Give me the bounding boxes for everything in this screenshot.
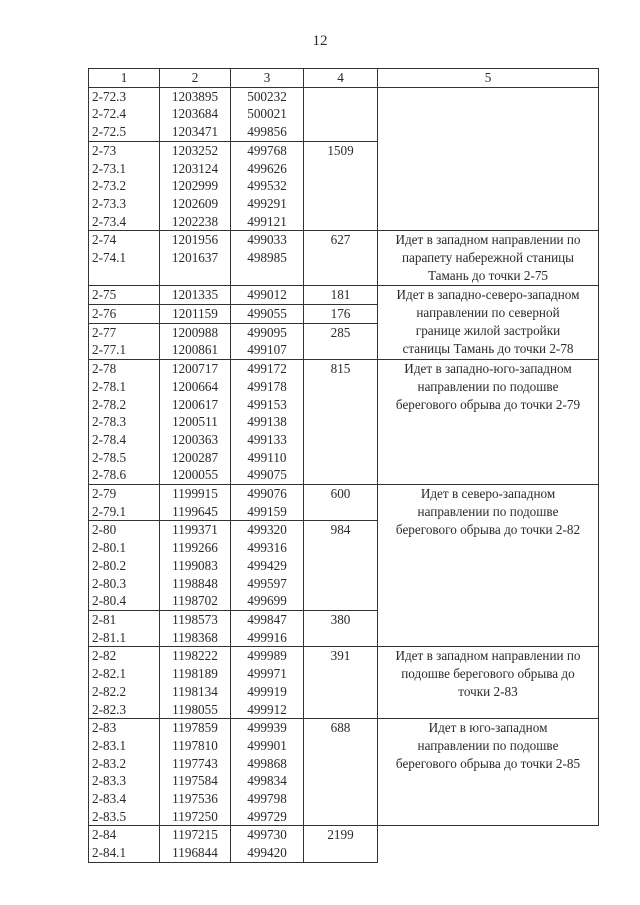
point-id: 2-79 — [92, 486, 117, 502]
description-line: берегового обрыва до точки 2-79 — [395, 397, 581, 413]
x-coordinate: 1200363 — [171, 431, 219, 447]
y-coordinate: 499316 — [247, 540, 287, 556]
point-id: 2-82.2 — [92, 683, 127, 699]
y-coordinate: 499729 — [247, 808, 287, 824]
point-id: 2-84 — [92, 827, 117, 843]
direction-description-cell — [378, 286, 599, 360]
description-line: Тамань до точки 2-75 — [427, 268, 549, 284]
y-coordinate-cell — [231, 610, 304, 646]
page-number: 12 — [312, 33, 328, 49]
direction-description-cell — [378, 231, 599, 286]
y-coordinate: 499012 — [247, 287, 287, 303]
table-row — [89, 719, 599, 826]
x-coordinate: 1201956 — [171, 232, 219, 248]
x-coordinate: 1198848 — [172, 575, 218, 591]
y-coordinate: 498985 — [247, 250, 287, 266]
direction-description-cell — [378, 719, 599, 826]
x-coordinate: 1200988 — [171, 324, 219, 340]
coordinates-table — [88, 68, 599, 863]
y-coordinate-cell — [231, 286, 304, 305]
point-id: 2-73.3 — [92, 195, 127, 211]
x-coordinate: 1202238 — [171, 213, 219, 229]
x-coordinate: 1200664 — [171, 378, 219, 394]
y-coordinate: 499429 — [247, 557, 287, 573]
point-id-cell — [89, 231, 160, 286]
x-coordinate: 1198189 — [172, 666, 218, 682]
y-coordinate-cell — [231, 360, 304, 485]
x-coordinate-cell — [160, 719, 231, 826]
y-coordinate: 499856 — [247, 124, 287, 140]
point-id: 2-75 — [92, 287, 117, 303]
y-coordinate: 499159 — [247, 503, 287, 519]
table-header-row — [89, 69, 599, 88]
segment-length-cell: 688 — [304, 719, 378, 826]
x-coordinate: 1199371 — [172, 522, 218, 538]
x-coordinate: 1197859 — [172, 720, 218, 736]
direction-description-cell — [378, 87, 599, 231]
table-row — [89, 485, 599, 521]
y-coordinate: 499901 — [247, 737, 287, 753]
point-id: 2-74.1 — [92, 250, 127, 266]
point-id: 2-82.3 — [92, 701, 127, 717]
segment-length-cell: 181 — [304, 286, 378, 305]
x-coordinate: 1197743 — [172, 755, 218, 771]
x-coordinate: 1197584 — [172, 773, 218, 789]
header-col-2: 2 — [160, 69, 231, 88]
y-coordinate: 500232 — [247, 88, 287, 104]
x-coordinate: 1196844 — [172, 845, 218, 861]
x-coordinate: 1200511 — [172, 414, 218, 430]
x-coordinate-cell — [160, 141, 231, 231]
description-line: берегового обрыва до точки 2-85 — [395, 756, 581, 772]
x-coordinate: 1203471 — [171, 124, 219, 140]
x-coordinate: 1202999 — [171, 178, 219, 194]
description-line: направлении по северной — [416, 305, 560, 321]
y-coordinate: 499768 — [247, 142, 287, 158]
description-line: направлении по подошве — [417, 504, 559, 520]
description-line: парапету набережной станицы — [401, 250, 575, 266]
table-row — [89, 286, 599, 305]
y-coordinate: 499033 — [247, 232, 287, 248]
y-coordinate: 499868 — [247, 755, 287, 771]
description-line: берегового обрыва до точки 2-82 — [395, 522, 581, 538]
x-coordinate: 1203252 — [171, 142, 219, 158]
point-id: 2-82 — [92, 648, 117, 664]
description-line: направлении по подошве — [417, 379, 559, 395]
point-id: 2-81 — [92, 611, 117, 627]
point-id-cell — [89, 647, 160, 719]
segment-length-cell: 815 — [304, 360, 378, 485]
table-row — [89, 87, 599, 141]
y-coordinate: 499172 — [247, 361, 287, 377]
y-coordinate-cell — [231, 231, 304, 286]
x-coordinate: 1200617 — [171, 396, 219, 412]
y-coordinate-cell — [231, 485, 304, 521]
y-coordinate: 499847 — [247, 611, 287, 627]
x-coordinate-cell — [160, 305, 231, 324]
x-coordinate: 1200055 — [171, 467, 219, 483]
description-line: Идет в западно-северо-западном — [396, 287, 580, 303]
y-coordinate: 499107 — [247, 342, 287, 358]
description-line: Идет в юго-западном — [428, 720, 548, 736]
y-coordinate: 499320 — [247, 522, 287, 538]
point-id: 2-80.4 — [92, 593, 127, 609]
x-coordinate: 1201335 — [171, 287, 219, 303]
y-coordinate: 499153 — [247, 396, 287, 412]
x-coordinate: 1199645 — [172, 503, 218, 519]
y-coordinate: 499916 — [247, 629, 287, 645]
x-coordinate: 1203684 — [171, 106, 219, 122]
point-id-cell — [89, 87, 160, 141]
point-id-cell — [89, 323, 160, 359]
x-coordinate-cell — [160, 231, 231, 286]
point-id: 2-78.5 — [92, 449, 127, 465]
point-id: 2-73.1 — [92, 160, 127, 176]
y-coordinate: 499133 — [247, 431, 287, 447]
point-id: 2-78.4 — [92, 431, 127, 447]
x-coordinate-cell — [160, 610, 231, 646]
segment-length-cell: 285 — [304, 323, 378, 359]
point-id: 2-78.3 — [92, 414, 127, 430]
direction-description-cell — [378, 485, 599, 647]
segment-length-cell: 600 — [304, 485, 378, 521]
x-coordinate: 1198702 — [172, 593, 218, 609]
segment-length-cell: 380 — [304, 610, 378, 646]
segment-length-cell: 391 — [304, 647, 378, 719]
point-id: 2-80 — [92, 522, 117, 538]
segment-length-cell: 627 — [304, 231, 378, 286]
point-id: 2-76 — [92, 306, 117, 322]
x-coordinate-cell — [160, 360, 231, 485]
point-id: 2-81.1 — [92, 629, 127, 645]
segment-length-cell: 1509 — [304, 141, 378, 231]
point-id: 2-83 — [92, 720, 117, 736]
y-coordinate: 499095 — [247, 324, 287, 340]
y-coordinate: 499075 — [247, 467, 287, 483]
point-id-cell — [89, 305, 160, 324]
x-coordinate: 1201159 — [172, 306, 218, 322]
y-coordinate-cell — [231, 647, 304, 719]
x-coordinate: 1198368 — [172, 629, 218, 645]
direction-description-cell — [378, 647, 599, 719]
y-coordinate: 499834 — [247, 773, 287, 789]
point-id: 2-77.1 — [92, 342, 127, 358]
description-line: Идет в западно-юго-западном — [404, 361, 572, 377]
y-coordinate-cell — [231, 826, 304, 862]
y-coordinate: 499110 — [247, 449, 287, 465]
x-coordinate: 1200717 — [171, 361, 219, 377]
point-id: 2-77 — [92, 324, 117, 340]
point-id-cell — [89, 826, 160, 862]
point-id-cell — [89, 485, 160, 521]
point-id: 2-78.1 — [92, 378, 127, 394]
y-coordinate: 499939 — [247, 720, 287, 736]
x-coordinate: 1203124 — [171, 160, 219, 176]
segment-length-cell: 2199 — [304, 826, 378, 862]
x-coordinate-cell — [160, 647, 231, 719]
header-col-3: 3 — [231, 69, 304, 88]
point-id: 2-84.1 — [92, 845, 127, 861]
x-coordinate: 1197536 — [172, 791, 218, 807]
x-coordinate-cell — [160, 87, 231, 141]
point-id: 2-79.1 — [92, 503, 127, 519]
table-row — [89, 360, 599, 485]
direction-description-cell — [378, 360, 599, 485]
point-id: 2-83.5 — [92, 808, 127, 824]
point-id-cell — [89, 521, 160, 611]
x-coordinate: 1202609 — [171, 195, 219, 211]
point-id: 2-83.2 — [92, 755, 127, 771]
point-id: 2-72.4 — [92, 106, 127, 122]
segment-length-cell: 984 — [304, 521, 378, 611]
description-line: Идет в западном направлении по — [395, 648, 581, 664]
x-coordinate: 1199083 — [172, 557, 218, 573]
point-id: 2-80.2 — [92, 557, 127, 573]
y-coordinate: 499138 — [247, 414, 287, 430]
description-line: подошве берегового обрыва до — [401, 666, 575, 682]
table-row — [89, 826, 599, 862]
point-id: 2-83.3 — [92, 773, 127, 789]
x-coordinate-cell — [160, 826, 231, 862]
y-coordinate: 499730 — [247, 827, 287, 843]
description-line: границе жилой застройки — [415, 323, 561, 339]
description-line: Идет в западном направлении по — [395, 232, 581, 248]
x-coordinate-cell — [160, 286, 231, 305]
point-id: 2-73.4 — [92, 213, 127, 229]
x-coordinate-cell — [160, 485, 231, 521]
y-coordinate: 499989 — [247, 648, 287, 664]
x-coordinate: 1197215 — [172, 827, 218, 843]
point-id: 2-73.2 — [92, 178, 127, 194]
header-col-5: 5 — [378, 69, 599, 88]
segment-length-cell: 176 — [304, 305, 378, 324]
x-coordinate: 1203895 — [171, 88, 219, 104]
description-line: точки 2-83 — [458, 684, 518, 700]
y-coordinate: 499699 — [247, 593, 287, 609]
x-coordinate: 1198055 — [172, 701, 218, 717]
y-coordinate: 499532 — [247, 178, 287, 194]
point-id: 2-83.1 — [92, 737, 127, 753]
table-row — [89, 231, 599, 286]
point-id-cell — [89, 610, 160, 646]
y-coordinate-cell — [231, 323, 304, 359]
x-coordinate: 1198222 — [172, 648, 218, 664]
y-coordinate-cell — [231, 305, 304, 324]
x-coordinate: 1199915 — [172, 486, 218, 502]
y-coordinate: 500021 — [247, 106, 287, 122]
y-coordinate-cell — [231, 87, 304, 141]
x-coordinate: 1197250 — [172, 808, 218, 824]
x-coordinate: 1200287 — [171, 449, 219, 465]
x-coordinate: 1197810 — [172, 737, 218, 753]
y-coordinate: 499919 — [247, 683, 287, 699]
y-coordinate: 499121 — [247, 213, 287, 229]
x-coordinate-cell — [160, 323, 231, 359]
point-id: 2-73 — [92, 142, 117, 158]
point-id: 2-74 — [92, 232, 117, 248]
point-id: 2-78 — [92, 361, 117, 377]
y-coordinate: 499291 — [247, 195, 287, 211]
description-line: станицы Тамань до точки 2-78 — [402, 341, 574, 357]
y-coordinate: 499912 — [247, 701, 287, 717]
y-coordinate-cell — [231, 719, 304, 826]
x-coordinate: 1201637 — [171, 250, 219, 266]
point-id: 2-80.1 — [92, 540, 127, 556]
x-coordinate: 1198134 — [172, 683, 218, 699]
y-coordinate-cell — [231, 141, 304, 231]
header-col-1: 1 — [89, 69, 160, 88]
point-id: 2-83.4 — [92, 791, 127, 807]
point-id: 2-82.1 — [92, 666, 127, 682]
point-id-cell — [89, 360, 160, 485]
point-id-cell — [89, 719, 160, 826]
segment-length-cell — [304, 87, 378, 141]
table-row — [89, 647, 599, 719]
y-coordinate: 499971 — [247, 666, 287, 682]
y-coordinate: 499076 — [247, 486, 287, 502]
header-col-4: 4 — [304, 69, 378, 88]
point-id: 2-72.5 — [92, 124, 127, 140]
x-coordinate: 1200861 — [171, 342, 219, 358]
y-coordinate: 499055 — [247, 306, 287, 322]
y-coordinate: 499626 — [247, 160, 287, 176]
point-id-cell — [89, 286, 160, 305]
point-id: 2-72.3 — [92, 88, 127, 104]
description-line: Идет в северо-западном — [420, 486, 556, 502]
x-coordinate: 1198573 — [172, 611, 218, 627]
point-id-cell — [89, 141, 160, 231]
point-id: 2-78.2 — [92, 396, 127, 412]
y-coordinate: 499798 — [247, 791, 287, 807]
y-coordinate-cell — [231, 521, 304, 611]
x-coordinate: 1199266 — [172, 540, 218, 556]
description-line: направлении по подошве — [417, 738, 559, 754]
point-id: 2-78.6 — [92, 467, 127, 483]
y-coordinate: 499420 — [247, 845, 287, 861]
y-coordinate: 499178 — [247, 378, 287, 394]
y-coordinate: 499597 — [247, 575, 287, 591]
point-id: 2-80.3 — [92, 575, 127, 591]
x-coordinate-cell — [160, 521, 231, 611]
